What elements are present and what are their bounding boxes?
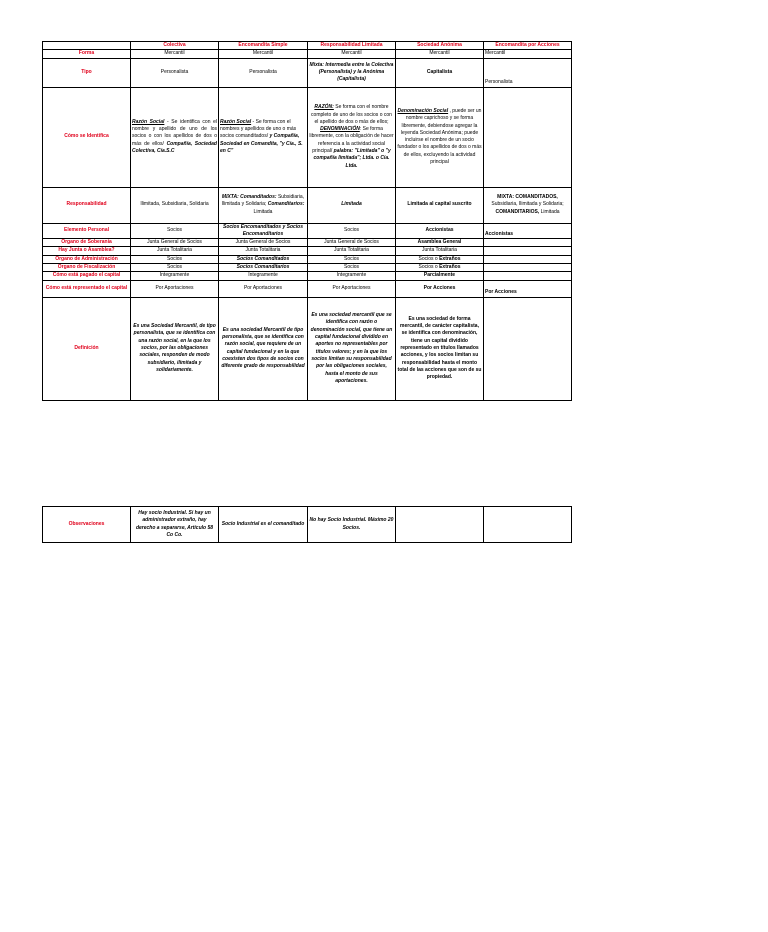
cell: Limitada	[308, 187, 396, 223]
cell	[484, 255, 572, 263]
cell-text: , puede ser un nombre caprichoso y se forma libremente, debiendose agregar la leyenda Sociedad Anónima; puede incluirse el nombre de un socio fundador o los apellidos de dos o más de ellos, excluyendo la actividad principal	[397, 107, 482, 165]
row-label: Tipo	[43, 58, 131, 87]
cell-term: COMANDITARIOS,	[495, 208, 540, 215]
cell: Mercantil	[484, 50, 572, 58]
cell-term: y Compañía, Sociedad en Comandita, "y Cía., S. en C"	[220, 133, 303, 155]
row-label: Responsabilidad	[43, 187, 131, 223]
cell: Mercantil	[396, 50, 484, 58]
row-capital-representado	[43, 280, 572, 297]
row-tipo	[43, 58, 572, 87]
cell: Mercantil	[308, 50, 396, 58]
header-colectiva: Colectiva	[131, 42, 219, 50]
cell	[396, 255, 484, 263]
cell: Socios Encomanditados y Socios Encomanditarios	[219, 223, 308, 239]
cell-text: Socios o	[418, 264, 440, 271]
cell-term: DENOMINACIÓN	[320, 126, 360, 133]
cell-term: MIXTA: COMANDITADOS,	[497, 194, 558, 201]
cell: Integramente	[219, 272, 308, 280]
cell	[484, 264, 572, 272]
row-organo-fiscalizacion	[43, 264, 572, 272]
cell: Ilimitada, Subsidiaria, Solidaria	[131, 187, 219, 223]
comparison-table	[42, 41, 572, 401]
row-label: Forma	[43, 50, 131, 58]
header-sociedad-anonima: Sociedad Anónima	[396, 42, 484, 50]
cell-term: MIXTA: Comanditados:	[221, 194, 277, 201]
cell: Socios	[308, 223, 396, 239]
cell: Por Acciones	[484, 280, 572, 297]
cell: Es una sociedad mercantil que se identifica con razón o denominación social, que tiene un capital fundacional dividido en aportes no representables por títulos valores; y en la que los socios limitan su responsabilidad por las obligaciones sociales, hasta el monto de sus aportaciones.	[308, 297, 396, 400]
cell: Por Acciones	[396, 280, 484, 297]
header-corner	[43, 42, 131, 50]
cell	[396, 507, 484, 543]
cell: Accionistas	[396, 223, 484, 239]
row-label: Elemento Personal	[43, 223, 131, 239]
cell: Junta Totalitaria	[308, 247, 396, 255]
cell: Socios Comanditados	[219, 255, 308, 263]
cell-term: Razón Social	[132, 118, 165, 125]
cell: Integramente	[131, 272, 219, 280]
row-label: Definición	[43, 297, 131, 400]
cell: Hay socio Industrial. Si hay un administrador extraño, hay derecho a separarse, Artículo 58 Co Co.	[131, 507, 219, 543]
cell: Personalista	[219, 58, 308, 87]
header-row	[43, 42, 572, 50]
row-elemento-personal	[43, 223, 572, 239]
cell-term: Extraños	[439, 264, 461, 271]
cell	[131, 87, 219, 187]
cell: Socios	[308, 255, 396, 263]
cell: Por Aportaciones	[308, 280, 396, 297]
cell: No hay Socio Industrial. Máximo 20 Socios.	[308, 507, 396, 543]
cell: Junta General de Socios	[131, 239, 219, 247]
cell: Parcialmente	[396, 272, 484, 280]
cell: Por Aportaciones	[219, 280, 308, 297]
cell: Socios	[131, 255, 219, 263]
cell: Junta General de Socios	[219, 239, 308, 247]
cell: Socios Comanditarios	[219, 264, 308, 272]
cell: Limitada al capital suscrito	[396, 187, 484, 223]
cell: Socios	[308, 264, 396, 272]
row-label: Órgano de Soberanía	[43, 239, 131, 247]
cell: Personalista	[484, 58, 572, 87]
cell: Es una Sociedad Mercantil, de tipo personalista, que se identifica con una razón social, en la que los socios, por las obligaciones sociales, responden de modo subsidiario, ilimitada y solidariamente.	[131, 297, 219, 400]
cell: Socio Industrial es el comanditado	[219, 507, 308, 543]
cell: Integramente	[308, 272, 396, 280]
cell: Es una sociedad de forma mercantil, de carácter capitalista, se identifica con denominación, tiene un capital dividido representado en títulos llamados acciones, y los socios limitan su responsabilidad hasta el monto total de las acciones que son de su propiedad.	[396, 297, 484, 400]
cell: Junta General de Socios	[308, 239, 396, 247]
row-label: Cómo está representado el capital	[43, 280, 131, 297]
cell-text: Socios o	[418, 255, 440, 262]
cell: Personalista	[131, 58, 219, 87]
cell-text: Subsidiaria, Ilimitada y Solidaria;	[491, 201, 564, 208]
header-responsabilidad-limitada: Responsabilidad Limitada	[308, 42, 396, 50]
row-capital-pagado	[43, 272, 572, 280]
cell-term: Extraños	[439, 255, 461, 262]
header-encomandita-acciones: Encomandita por Acciones	[484, 42, 572, 50]
cell	[219, 187, 308, 223]
cell: Junta Totalitaria	[396, 247, 484, 255]
cell	[308, 87, 396, 187]
cell	[484, 239, 572, 247]
row-label: Hay Junta o Asamblea?	[43, 247, 131, 255]
cell-term: RAZÓN:	[314, 104, 334, 111]
observations-table	[42, 506, 572, 543]
row-label: Órgano de Fiscalización	[43, 264, 131, 272]
cell: Por Aportaciones	[131, 280, 219, 297]
cell: Junta Totalitaria	[131, 247, 219, 255]
row-observaciones	[43, 507, 572, 543]
row-organo-administracion	[43, 255, 572, 263]
cell	[396, 264, 484, 272]
cell-term: palabra: "Limitada" o "y compañía limitada"; Ltda. o Cía. Ltda.	[313, 148, 391, 169]
cell	[484, 247, 572, 255]
cell	[219, 87, 308, 187]
cell	[484, 272, 572, 280]
cell: Accionistas	[484, 223, 572, 239]
row-organo-soberania	[43, 239, 572, 247]
cell	[484, 87, 572, 187]
cell: Junta Totalitaria	[219, 247, 308, 255]
cell: Asamblea General	[396, 239, 484, 247]
cell-term: Denominación Social	[397, 107, 449, 114]
cell-text: : Se forma libremente, con la obligación de hacer referencia a la actividad social principal/	[309, 126, 394, 155]
cell: Mercantil	[219, 50, 308, 58]
cell-text: Se forma con el nombre completo de uno de los socios o con el apellido de dos o más de ellos;	[311, 104, 392, 125]
row-forma	[43, 50, 572, 58]
cell	[484, 187, 572, 223]
header-encomandita-simple: Encomandita Simple	[219, 42, 308, 50]
cell-term: Razón Social	[220, 118, 252, 125]
row-responsabilidad	[43, 187, 572, 223]
cell-text: Limitada	[253, 208, 273, 215]
cell	[484, 297, 572, 400]
cell: Capitalista	[396, 58, 484, 87]
row-junta-asamblea	[43, 247, 572, 255]
row-como-se-identifica	[43, 87, 572, 187]
cell	[484, 507, 572, 543]
row-label: Observaciones	[43, 507, 131, 543]
cell	[396, 87, 484, 187]
row-definicion	[43, 297, 572, 400]
cell: Mixta: Intermedia entre la Colectiva (Personalista) y la Anónima (Capitalista)	[308, 58, 396, 87]
row-label: Cómo se Identifica	[43, 87, 131, 187]
row-label: Órgano de Administración	[43, 255, 131, 263]
cell-text: Subsidiaria, Ilimitada y Solidaria;	[221, 194, 305, 208]
row-label: Cómo está pagado el capital	[43, 272, 131, 280]
cell: Es una sociedad Mercantil de tipo personalista, que se identifica con razón social, que requiere de un capital fundacional y en la que coexisten dos tipos de socios con diferente grado de responsabilidad	[219, 297, 308, 400]
cell: Socios	[131, 223, 219, 239]
cell-term: Compañía, Sociedad Colectiva, Cía.S.C	[132, 140, 217, 155]
cell: Socios	[131, 264, 219, 272]
cell: Mercantil	[131, 50, 219, 58]
cell-text: - Se identifica con el nombre y apellido de uno de los socios o con los apellidos de dos o más de ellos/	[132, 118, 217, 147]
cell-text: - Se forma con el nombres y apellidos de uno o más socios comanditados/	[220, 118, 297, 140]
cell-term: Comanditarios:	[267, 201, 305, 208]
cell-text: Limitada	[539, 208, 560, 215]
